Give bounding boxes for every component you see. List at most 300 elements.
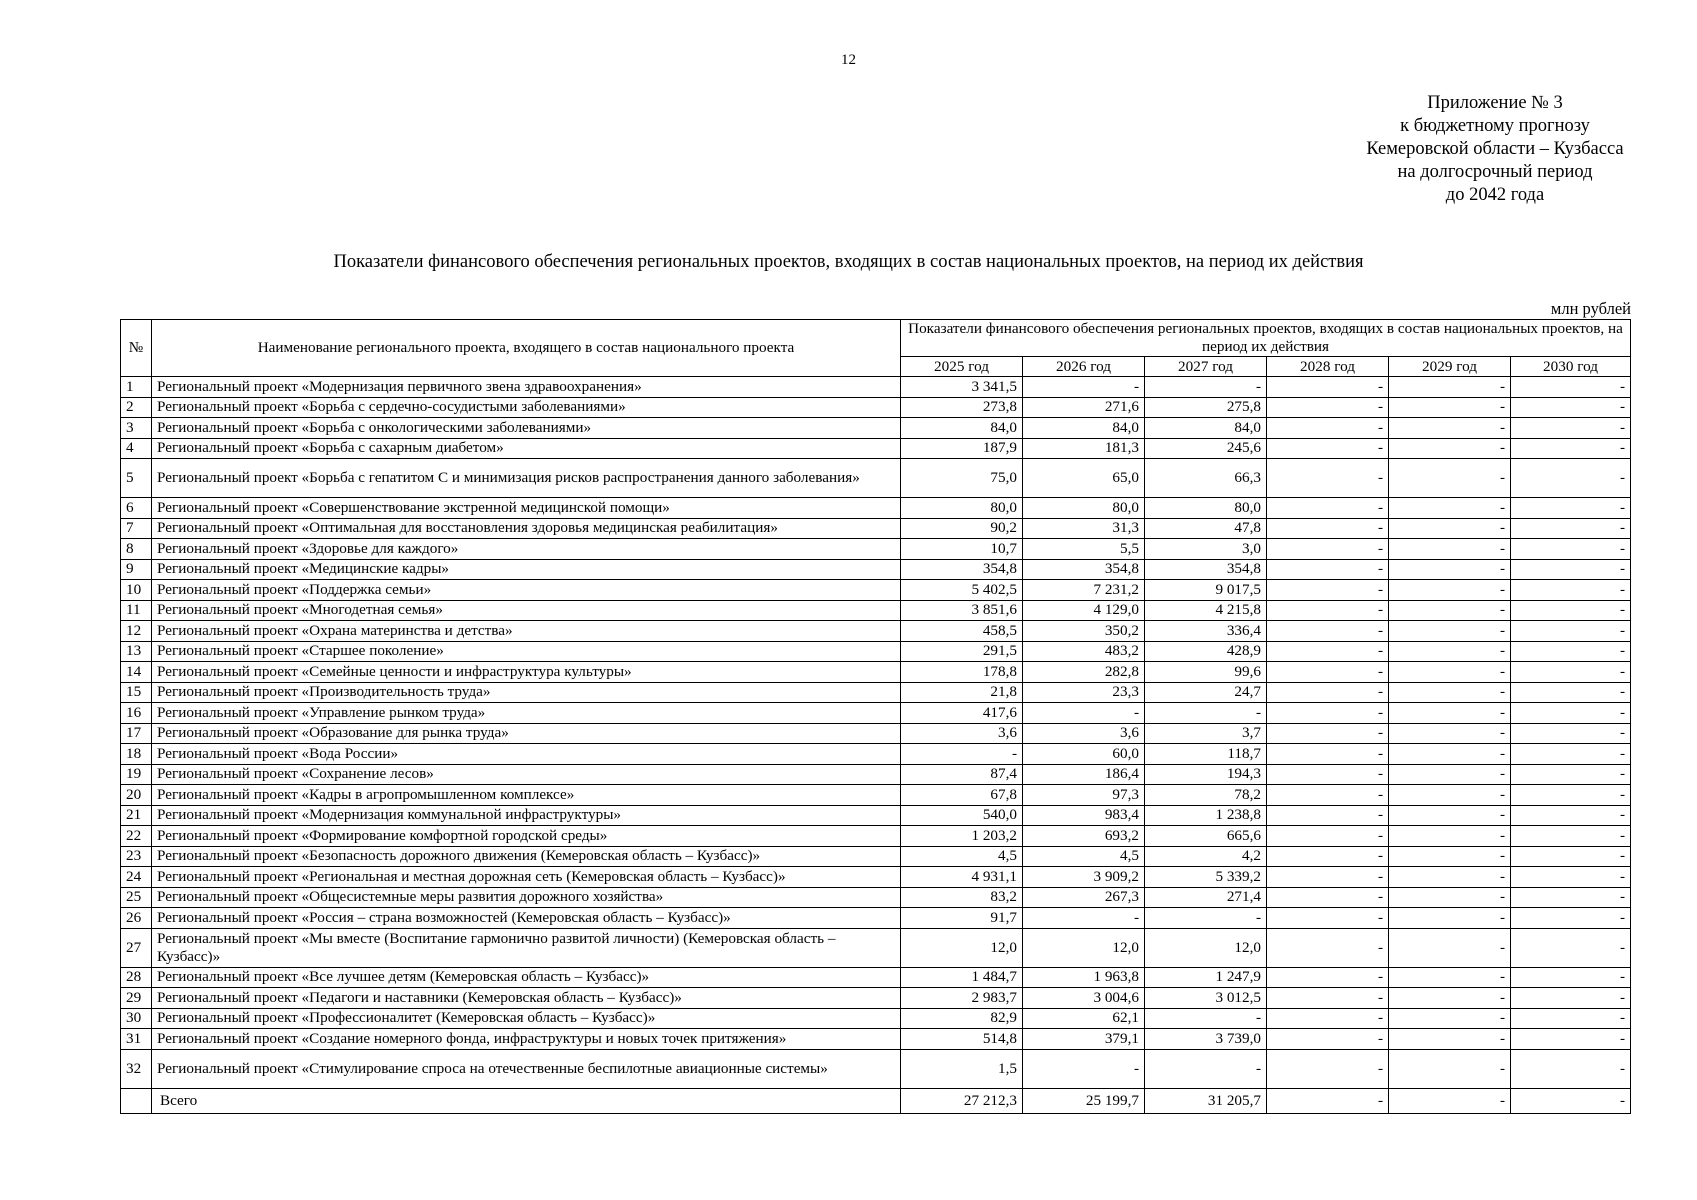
value-cell: 336,4 — [1145, 621, 1267, 642]
value-cell: 3 739,0 — [1145, 1029, 1267, 1050]
value-cell: - — [1267, 826, 1389, 847]
value-cell: - — [1511, 744, 1631, 765]
value-cell: 12,0 — [1023, 928, 1145, 967]
header-name: Наименование регионального проекта, входящего в состав национального проекта — [152, 320, 901, 377]
value-cell: - — [1267, 1029, 1389, 1050]
table-body — [121, 377, 1631, 1114]
project-name-cell: Региональный проект «Совершенствование экстренной медицинской помощи» — [152, 498, 901, 519]
value-cell: 3 012,5 — [1145, 988, 1267, 1009]
value-cell: 4 129,0 — [1023, 600, 1145, 621]
value-cell: 4,2 — [1145, 846, 1267, 867]
table-row — [121, 682, 1631, 703]
value-cell: 1 484,7 — [901, 967, 1023, 988]
header-year: 2029 год — [1389, 357, 1511, 377]
value-cell: - — [1267, 641, 1389, 662]
value-cell: - — [1389, 459, 1511, 498]
value-cell: 87,4 — [901, 764, 1023, 785]
value-cell: - — [1511, 539, 1631, 560]
row-number-cell: 18 — [121, 744, 152, 765]
table-row — [121, 988, 1631, 1009]
table-row — [121, 867, 1631, 888]
value-cell: 67,8 — [901, 785, 1023, 806]
appendix-line: Кемеровской области – Кузбасса — [1366, 139, 1624, 159]
value-cell: 65,0 — [1023, 459, 1145, 498]
table-header-row — [121, 320, 1631, 357]
value-cell: - — [1511, 867, 1631, 888]
value-cell: 60,0 — [1023, 744, 1145, 765]
row-number-cell: 26 — [121, 908, 152, 929]
value-cell: - — [1511, 418, 1631, 439]
units-label: млн рублей — [1550, 299, 1631, 318]
row-number-cell: 11 — [121, 600, 152, 621]
value-cell: - — [1267, 518, 1389, 539]
project-name-cell: Региональный проект «Борьба с онкологическими заболеваниями» — [152, 418, 901, 439]
row-number-cell: 17 — [121, 723, 152, 744]
value-cell: - — [1267, 805, 1389, 826]
value-cell: - — [1389, 621, 1511, 642]
table-row — [121, 887, 1631, 908]
project-name-cell: Региональный проект «Старшее поколение» — [152, 641, 901, 662]
value-cell: 12,0 — [901, 928, 1023, 967]
table-row — [121, 418, 1631, 439]
project-name-cell: Региональный проект «Вода России» — [152, 744, 901, 765]
project-name-cell: Региональный проект «Сохранение лесов» — [152, 764, 901, 785]
project-name-cell: Региональный проект «Оптимальная для восстановления здоровья медицинская реабилитация» — [152, 518, 901, 539]
total-label-cell: Всего — [152, 1088, 901, 1113]
row-number-cell: 23 — [121, 846, 152, 867]
value-cell: - — [1389, 377, 1511, 398]
value-cell: - — [1023, 1049, 1145, 1088]
project-name-cell: Региональный проект «Медицинские кадры» — [152, 559, 901, 580]
value-cell: - — [1511, 559, 1631, 580]
row-number-cell: 12 — [121, 621, 152, 642]
value-cell: 9 017,5 — [1145, 580, 1267, 601]
value-cell: - — [1511, 459, 1631, 498]
project-name-cell: Региональный проект «Борьба с сахарным диабетом» — [152, 438, 901, 459]
value-cell: - — [1267, 703, 1389, 724]
value-cell: 47,8 — [1145, 518, 1267, 539]
value-cell: 428,9 — [1145, 641, 1267, 662]
row-number-cell: 6 — [121, 498, 152, 519]
value-cell: 10,7 — [901, 539, 1023, 560]
value-cell: - — [1267, 723, 1389, 744]
project-name-cell: Региональный проект «Борьба с гепатитом С и минимизация рисков распространения данного заболевания» — [152, 459, 901, 498]
value-cell: 540,0 — [901, 805, 1023, 826]
value-cell: 31,3 — [1023, 518, 1145, 539]
project-name-cell: Региональный проект «Региональная и местная дорожная сеть (Кемеровская область – Кузбасс)» — [152, 867, 901, 888]
value-cell: 4 931,1 — [901, 867, 1023, 888]
table-row — [121, 580, 1631, 601]
row-number-cell: 19 — [121, 764, 152, 785]
project-name-cell: Региональный проект «Стимулирование спроса на отечественные беспилотные авиационные системы» — [152, 1049, 901, 1088]
project-name-cell: Региональный проект «Мы вместе (Воспитание гармонично развитой личности) (Кемеровская область – Кузбасс)» — [152, 928, 901, 967]
value-cell: 12,0 — [1145, 928, 1267, 967]
total-value-cell: 27 212,3 — [901, 1088, 1023, 1113]
value-cell: - — [1389, 1008, 1511, 1029]
project-name-cell: Региональный проект «Управление рынком труда» — [152, 703, 901, 724]
value-cell: 291,5 — [901, 641, 1023, 662]
value-cell: 350,2 — [1023, 621, 1145, 642]
value-cell: - — [1511, 988, 1631, 1009]
row-number-cell: 8 — [121, 539, 152, 560]
table-row — [121, 518, 1631, 539]
row-number-cell: 20 — [121, 785, 152, 806]
value-cell: 80,0 — [1145, 498, 1267, 519]
value-cell: 178,8 — [901, 662, 1023, 683]
table-row — [121, 498, 1631, 519]
value-cell: - — [1389, 662, 1511, 683]
project-name-cell: Региональный проект «Педагоги и наставники (Кемеровская область – Кузбасс)» — [152, 988, 901, 1009]
total-value-cell: - — [1511, 1088, 1631, 1113]
value-cell: 181,3 — [1023, 438, 1145, 459]
value-cell: - — [1389, 846, 1511, 867]
header-year: 2027 год — [1145, 357, 1267, 377]
value-cell: - — [1267, 662, 1389, 683]
value-cell: 3,7 — [1145, 723, 1267, 744]
value-cell: - — [1389, 867, 1511, 888]
row-number-cell: 2 — [121, 397, 152, 418]
value-cell: - — [1267, 459, 1389, 498]
row-number-cell: 24 — [121, 867, 152, 888]
table-row — [121, 539, 1631, 560]
value-cell: 354,8 — [1145, 559, 1267, 580]
value-cell: - — [1511, 580, 1631, 601]
value-cell: - — [1511, 1049, 1631, 1088]
value-cell: - — [1023, 908, 1145, 929]
value-cell: - — [1511, 498, 1631, 519]
header-year: 2025 год — [901, 357, 1023, 377]
value-cell: - — [1511, 703, 1631, 724]
row-number-cell: 31 — [121, 1029, 152, 1050]
row-number-cell: 28 — [121, 967, 152, 988]
value-cell: - — [1267, 967, 1389, 988]
value-cell: 354,8 — [901, 559, 1023, 580]
value-cell: - — [1389, 580, 1511, 601]
table-row — [121, 600, 1631, 621]
value-cell: 62,1 — [1023, 1008, 1145, 1029]
value-cell: - — [1511, 621, 1631, 642]
row-number-cell: 27 — [121, 928, 152, 967]
value-cell: - — [1267, 785, 1389, 806]
value-cell: - — [1267, 744, 1389, 765]
value-cell: 186,4 — [1023, 764, 1145, 785]
value-cell: - — [1511, 908, 1631, 929]
project-name-cell: Региональный проект «Производительность труда» — [152, 682, 901, 703]
value-cell: - — [1389, 703, 1511, 724]
table-row — [121, 1008, 1631, 1029]
value-cell: - — [1389, 539, 1511, 560]
table-row — [121, 744, 1631, 765]
value-cell: - — [1511, 377, 1631, 398]
project-name-cell: Региональный проект «Общесистемные меры развития дорожного хозяйства» — [152, 887, 901, 908]
header-year: 2028 год — [1267, 357, 1389, 377]
value-cell: - — [1389, 397, 1511, 418]
value-cell: - — [1511, 967, 1631, 988]
row-number-cell: 7 — [121, 518, 152, 539]
value-cell: 21,8 — [901, 682, 1023, 703]
value-cell: 66,3 — [1145, 459, 1267, 498]
value-cell: - — [1145, 377, 1267, 398]
value-cell: - — [1511, 438, 1631, 459]
page-number: 12 — [841, 52, 856, 68]
project-name-cell: Региональный проект «Многодетная семья» — [152, 600, 901, 621]
row-number-cell: 13 — [121, 641, 152, 662]
value-cell: - — [1267, 1008, 1389, 1029]
value-cell: - — [1267, 682, 1389, 703]
table-row — [121, 621, 1631, 642]
value-cell: - — [1389, 498, 1511, 519]
project-name-cell: Региональный проект «Здоровье для каждого» — [152, 539, 901, 560]
value-cell: 97,3 — [1023, 785, 1145, 806]
value-cell: - — [1267, 887, 1389, 908]
value-cell: 379,1 — [1023, 1029, 1145, 1050]
value-cell: 83,2 — [901, 887, 1023, 908]
value-cell: - — [1389, 805, 1511, 826]
row-number-cell: 3 — [121, 418, 152, 439]
value-cell: - — [1511, 805, 1631, 826]
value-cell: 5 339,2 — [1145, 867, 1267, 888]
value-cell: - — [1511, 682, 1631, 703]
value-cell: - — [1267, 764, 1389, 785]
value-cell: 665,6 — [1145, 826, 1267, 847]
table-row — [121, 1049, 1631, 1088]
table-row — [121, 459, 1631, 498]
value-cell: - — [1023, 377, 1145, 398]
value-cell: - — [1389, 559, 1511, 580]
value-cell: 1 203,2 — [901, 826, 1023, 847]
value-cell: - — [1267, 377, 1389, 398]
value-cell: - — [1389, 1029, 1511, 1050]
row-number-cell: 21 — [121, 805, 152, 826]
value-cell: 3,0 — [1145, 539, 1267, 560]
table-row — [121, 805, 1631, 826]
value-cell: 271,6 — [1023, 397, 1145, 418]
value-cell: - — [1389, 988, 1511, 1009]
project-name-cell: Региональный проект «Россия – страна возможностей (Кемеровская область – Кузбасс)» — [152, 908, 901, 929]
value-cell: 1 238,8 — [1145, 805, 1267, 826]
table-row — [121, 928, 1631, 967]
value-cell: - — [1389, 600, 1511, 621]
value-cell: - — [1267, 908, 1389, 929]
value-cell: 1 963,8 — [1023, 967, 1145, 988]
header-year: 2030 год — [1511, 357, 1631, 377]
appendix-line: к бюджетному прогнозу — [1400, 116, 1590, 136]
value-cell: - — [1511, 1029, 1631, 1050]
value-cell: - — [1267, 418, 1389, 439]
value-cell: 3,6 — [901, 723, 1023, 744]
header-year: 2026 год — [1023, 357, 1145, 377]
total-value-cell: - — [1389, 1088, 1511, 1113]
value-cell: - — [1023, 703, 1145, 724]
value-cell: - — [1267, 867, 1389, 888]
value-cell: - — [1511, 641, 1631, 662]
table-row — [121, 662, 1631, 683]
table-row — [121, 397, 1631, 418]
value-cell: 3 851,6 — [901, 600, 1023, 621]
value-cell: - — [1511, 662, 1631, 683]
value-cell: - — [1511, 1008, 1631, 1029]
table-row — [121, 703, 1631, 724]
value-cell: - — [1511, 846, 1631, 867]
value-cell: - — [1511, 785, 1631, 806]
value-cell: - — [1267, 559, 1389, 580]
row-number-cell: 14 — [121, 662, 152, 683]
value-cell: - — [1389, 887, 1511, 908]
value-cell: 282,8 — [1023, 662, 1145, 683]
project-name-cell: Региональный проект «Поддержка семьи» — [152, 580, 901, 601]
table-row — [121, 723, 1631, 744]
project-name-cell: Региональный проект «Профессионалитет (Кемеровская область – Кузбасс)» — [152, 1008, 901, 1029]
financing-table — [120, 319, 1631, 1114]
project-name-cell: Региональный проект «Модернизация коммунальной инфраструктуры» — [152, 805, 901, 826]
value-cell: - — [1389, 641, 1511, 662]
total-row — [121, 1088, 1631, 1113]
total-value-cell: 31 205,7 — [1145, 1088, 1267, 1113]
value-cell: 2 983,7 — [901, 988, 1023, 1009]
value-cell: - — [1389, 1049, 1511, 1088]
value-cell: 23,3 — [1023, 682, 1145, 703]
appendix-line: до 2042 года — [1445, 185, 1545, 205]
value-cell: 84,0 — [901, 418, 1023, 439]
appendix-block — [1320, 92, 1670, 207]
value-cell: 983,4 — [1023, 805, 1145, 826]
value-cell: - — [1389, 785, 1511, 806]
value-cell: - — [1511, 887, 1631, 908]
row-number-cell: 16 — [121, 703, 152, 724]
value-cell: 91,7 — [901, 908, 1023, 929]
value-cell: 82,9 — [901, 1008, 1023, 1029]
header-number: № — [121, 320, 152, 377]
value-cell: - — [1511, 764, 1631, 785]
value-cell: - — [1389, 723, 1511, 744]
value-cell: - — [1145, 908, 1267, 929]
value-cell: 271,4 — [1145, 887, 1267, 908]
value-cell: 194,3 — [1145, 764, 1267, 785]
value-cell: 3 004,6 — [1023, 988, 1145, 1009]
value-cell: 3 909,2 — [1023, 867, 1145, 888]
value-cell: 118,7 — [1145, 744, 1267, 765]
value-cell: - — [1389, 744, 1511, 765]
value-cell: 273,8 — [901, 397, 1023, 418]
project-name-cell: Региональный проект «Безопасность дорожного движения (Кемеровская область – Кузбасс)» — [152, 846, 901, 867]
value-cell: - — [1267, 580, 1389, 601]
value-cell: - — [1389, 826, 1511, 847]
project-name-cell: Региональный проект «Борьба с сердечно-сосудистыми заболеваниями» — [152, 397, 901, 418]
appendix-line: на долгосрочный период — [1397, 162, 1593, 182]
value-cell: - — [1389, 418, 1511, 439]
value-cell: 354,8 — [1023, 559, 1145, 580]
row-number-cell: 30 — [121, 1008, 152, 1029]
project-name-cell: Региональный проект «Кадры в агропромышленном комплексе» — [152, 785, 901, 806]
header-group: Показатели финансового обеспечения региональных проектов, входящих в состав национальных проектов, на период их действия — [901, 320, 1631, 357]
value-cell: 267,3 — [1023, 887, 1145, 908]
table-row — [121, 908, 1631, 929]
value-cell: - — [1267, 397, 1389, 418]
value-cell: - — [1145, 1049, 1267, 1088]
project-name-cell: Региональный проект «Создание номерного фонда, инфраструктуры и новых точек притяжения» — [152, 1029, 901, 1050]
value-cell: - — [1511, 826, 1631, 847]
project-name-cell: Региональный проект «Охрана материнства и детства» — [152, 621, 901, 642]
value-cell: 4 215,8 — [1145, 600, 1267, 621]
table-row — [121, 438, 1631, 459]
value-cell: 24,7 — [1145, 682, 1267, 703]
document-title: Показатели финансового обеспечения региональных проектов, входящих в состав национальных проектов, на период их действия — [333, 252, 1364, 272]
value-cell: - — [1267, 621, 1389, 642]
value-cell: - — [1267, 600, 1389, 621]
row-number-cell: 5 — [121, 459, 152, 498]
value-cell: 458,5 — [901, 621, 1023, 642]
value-cell: 5 402,5 — [901, 580, 1023, 601]
table-row — [121, 641, 1631, 662]
value-cell: 4,5 — [901, 846, 1023, 867]
row-number-cell: 29 — [121, 988, 152, 1009]
value-cell: 187,9 — [901, 438, 1023, 459]
value-cell: - — [1389, 967, 1511, 988]
table-row — [121, 559, 1631, 580]
row-number-cell: 9 — [121, 559, 152, 580]
value-cell: - — [1267, 438, 1389, 459]
value-cell: - — [1267, 846, 1389, 867]
value-cell: 99,6 — [1145, 662, 1267, 683]
appendix-line: Приложение № 3 — [1427, 93, 1563, 113]
value-cell: - — [1389, 682, 1511, 703]
table-row — [121, 785, 1631, 806]
value-cell: - — [1511, 723, 1631, 744]
value-cell: 75,0 — [901, 459, 1023, 498]
value-cell: 84,0 — [1023, 418, 1145, 439]
value-cell: 3,6 — [1023, 723, 1145, 744]
value-cell: - — [1511, 928, 1631, 967]
total-value-cell: 25 199,7 — [1023, 1088, 1145, 1113]
table-row — [121, 1029, 1631, 1050]
value-cell: 7 231,2 — [1023, 580, 1145, 601]
row-number-cell: 22 — [121, 826, 152, 847]
value-cell: 245,6 — [1145, 438, 1267, 459]
value-cell: - — [1267, 928, 1389, 967]
row-number-cell: 15 — [121, 682, 152, 703]
value-cell: 514,8 — [901, 1029, 1023, 1050]
project-name-cell: Региональный проект «Образование для рынка труда» — [152, 723, 901, 744]
row-number-cell: 10 — [121, 580, 152, 601]
row-number-cell: 1 — [121, 377, 152, 398]
value-cell: 5,5 — [1023, 539, 1145, 560]
value-cell: 3 341,5 — [901, 377, 1023, 398]
value-cell: - — [1267, 1049, 1389, 1088]
value-cell: - — [1145, 1008, 1267, 1029]
value-cell: - — [1267, 988, 1389, 1009]
value-cell: - — [1511, 397, 1631, 418]
value-cell: 275,8 — [1145, 397, 1267, 418]
value-cell: 84,0 — [1145, 418, 1267, 439]
table-row — [121, 967, 1631, 988]
value-cell: - — [1267, 539, 1389, 560]
value-cell: - — [1389, 908, 1511, 929]
value-cell: 80,0 — [1023, 498, 1145, 519]
value-cell: 90,2 — [901, 518, 1023, 539]
value-cell: - — [1267, 498, 1389, 519]
total-number-cell — [121, 1088, 152, 1113]
value-cell: - — [901, 744, 1023, 765]
row-number-cell: 32 — [121, 1049, 152, 1088]
value-cell: - — [1145, 703, 1267, 724]
value-cell: 1 247,9 — [1145, 967, 1267, 988]
value-cell: - — [1511, 518, 1631, 539]
value-cell: - — [1511, 600, 1631, 621]
table-row — [121, 846, 1631, 867]
project-name-cell: Региональный проект «Все лучшее детям (Кемеровская область – Кузбасс)» — [152, 967, 901, 988]
table-row — [121, 826, 1631, 847]
value-cell: 4,5 — [1023, 846, 1145, 867]
